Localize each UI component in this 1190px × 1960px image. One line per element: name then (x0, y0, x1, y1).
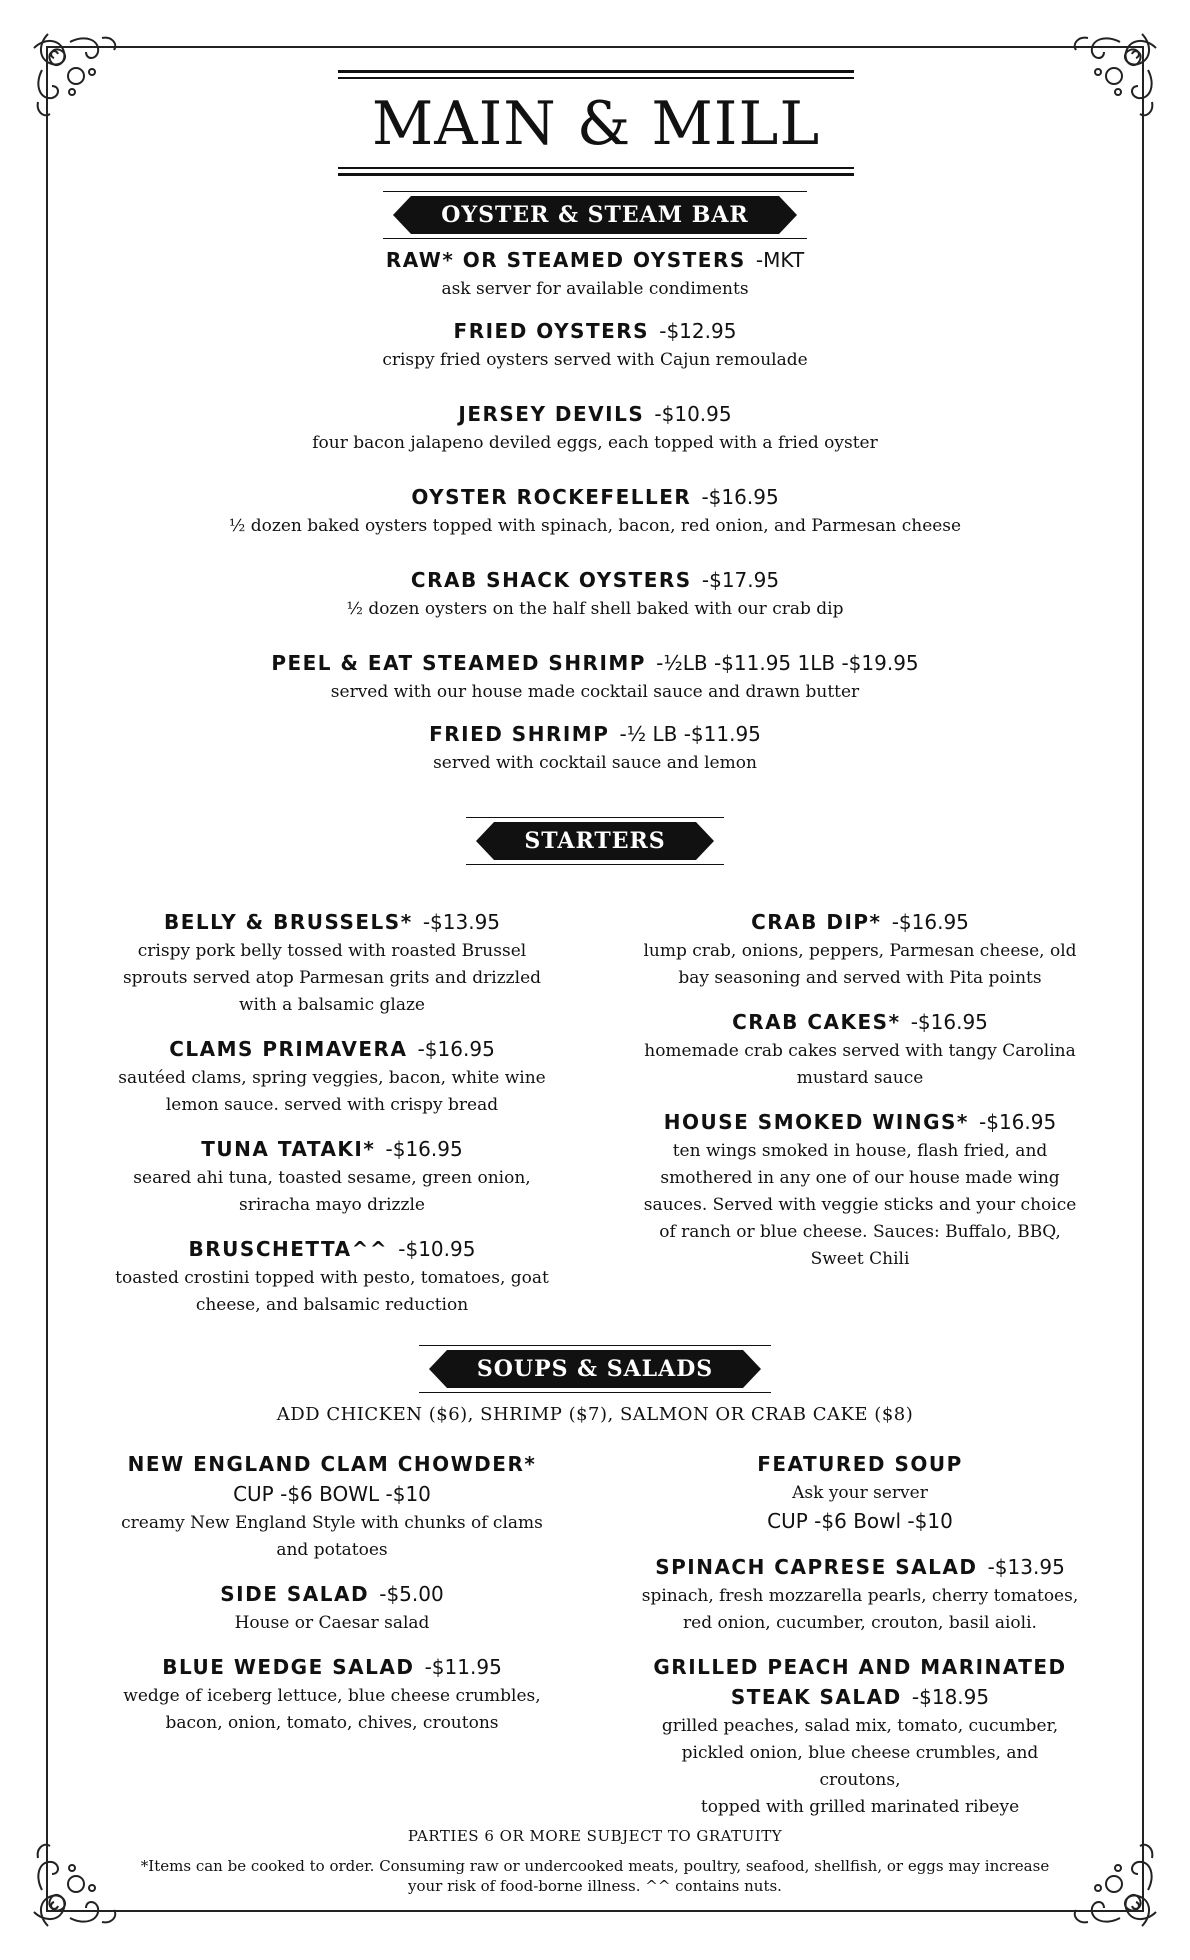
item-price: -$13.95 (422, 910, 501, 934)
soups-left-column (112, 1450, 552, 1753)
menu-item (640, 1553, 1080, 1637)
menu-item (0, 317, 1190, 374)
footer-disclaimer (0, 1856, 1190, 1896)
item-price: -$5.00 (379, 1582, 444, 1606)
menu-item (0, 566, 1190, 623)
restaurant-logo (338, 70, 854, 180)
item-sizes: CUP -$6 Bowl -$10 (767, 1509, 953, 1533)
restaurant-title: MAIN & MILL (371, 89, 821, 159)
menu-item (0, 400, 1190, 457)
item-price: -$12.95 (659, 319, 737, 343)
item-description: sauces. Served with veggie sticks and your choice (643, 1195, 1077, 1215)
item-price: -$16.95 (910, 1010, 988, 1034)
item-name: BRUSCHETTA^^ (188, 1237, 389, 1261)
menu-item (0, 483, 1190, 540)
menu-item (112, 1135, 552, 1219)
item-sizes: CUP -$6 BOWL -$10 (233, 1482, 431, 1506)
item-price: -$18.95 (911, 1685, 990, 1709)
menu-item (112, 1235, 552, 1319)
menu-item (640, 908, 1080, 992)
item-price: -$10.95 (398, 1237, 476, 1261)
item-description: mustard sauce (796, 1068, 924, 1088)
item-description: red onion, cucumber, crouton, basil aioli. (683, 1613, 1037, 1633)
item-name: CLAMS PRIMAVERA (169, 1037, 408, 1061)
item-price: -$17.95 (701, 568, 780, 592)
item-name: BLUE WEDGE SALAD (162, 1655, 415, 1679)
item-description: lump crab, onions, peppers, Parmesan cheese, old (643, 941, 1077, 961)
logo-rule (338, 70, 854, 73)
menu-item (112, 1580, 552, 1637)
item-description: ten wings smoked in house, flash fried, and (672, 1141, 1048, 1161)
item-description: sprouts served atop Parmesan grits and drizzled (122, 968, 542, 988)
item-name: CRAB SHACK OYSTERS (410, 568, 692, 592)
item-price: -$16.95 (385, 1137, 463, 1161)
menu-item (112, 1450, 552, 1564)
menu-item (0, 246, 1190, 303)
corner-flourish-top-left (30, 30, 140, 140)
section-banner-soups (0, 1350, 1190, 1388)
item-price: -$16.95 (979, 1110, 1057, 1134)
item-description: creamy New England Style with chunks of clams (121, 1513, 543, 1533)
item-price: -$16.95 (701, 485, 779, 509)
item-description: homemade crab cakes served with tangy Carolina (644, 1041, 1076, 1061)
item-description: smothered in any one of our house made wing (660, 1168, 1060, 1188)
item-name: JERSEY DEVILS (458, 402, 645, 426)
corner-flourish-top-right (1050, 30, 1160, 140)
item-name: FRIED OYSTERS (453, 319, 650, 343)
item-name: OYSTER ROCKEFELLER (411, 485, 692, 509)
starters-right-column (640, 908, 1080, 1289)
addon-note-row (0, 1404, 1190, 1425)
item-name: SPINACH CAPRESE SALAD (655, 1555, 978, 1579)
item-description: topped with grilled marinated ribeye (700, 1797, 1020, 1817)
item-price: -½ LB -$11.95 (619, 722, 761, 746)
disclaimer-line: *Items can be cooked to order. Consuming raw or undercooked meats, poultry, seafood, shellfish, or eggs may increase (140, 1857, 1050, 1875)
item-name: NEW ENGLAND CLAM CHOWDER* (127, 1452, 537, 1476)
item-name: STEAK SALAD (730, 1685, 902, 1709)
item-name: TUNA TATAKI* (201, 1137, 376, 1161)
footer-gratuity-row (0, 1826, 1190, 1845)
item-name: RAW* OR STEAMED OYSTERS (385, 248, 746, 272)
logo-rule (338, 167, 854, 169)
item-price: -MKT (755, 248, 805, 272)
item-description: bacon, onion, tomato, chives, croutons (165, 1713, 499, 1733)
menu-item (0, 720, 1190, 777)
item-description: sautéed clams, spring veggies, bacon, white wine (118, 1068, 546, 1088)
item-description: spinach, fresh mozzarella pearls, cherry tomatoes, (641, 1586, 1079, 1606)
logo-rule (338, 173, 854, 176)
item-price: -½LB -$11.95 1LB -$19.95 (656, 651, 919, 675)
item-price: -$11.95 (424, 1655, 502, 1679)
section-banner-oyster (0, 196, 1190, 234)
item-price: -$16.95 (891, 910, 969, 934)
item-description: Sweet Chili (810, 1249, 910, 1269)
section-heading: STARTERS (524, 828, 666, 854)
item-description: grilled peaches, salad mix, tomato, cucumber, (661, 1716, 1059, 1736)
menu-item (112, 908, 552, 1019)
soups-right-column (640, 1450, 1080, 1837)
addon-note: ADD CHICKEN ($6), SHRIMP ($7), SALMON OR CRAB CAKE ($8) (276, 1404, 914, 1425)
item-price: -$10.95 (654, 402, 732, 426)
item-description: served with our house made cocktail sauce and drawn butter (330, 682, 860, 702)
item-description: wedge of iceberg lettuce, blue cheese crumbles, (123, 1686, 541, 1706)
item-description: ask server for available condiments (441, 279, 749, 299)
item-description: and potatoes (276, 1540, 388, 1560)
disclaimer-line: your risk of food-borne illness. ^^ contains nuts. (408, 1877, 782, 1895)
starters-left-column (112, 908, 552, 1335)
item-description: sriracha mayo drizzle (239, 1195, 425, 1215)
item-name: FEATURED SOUP (757, 1452, 963, 1476)
oyster-item-list (0, 246, 1190, 777)
menu-item (640, 1108, 1080, 1273)
menu-item (640, 1450, 1080, 1537)
item-description: House or Caesar salad (234, 1613, 430, 1633)
menu-item (112, 1653, 552, 1737)
section-banner-starters (0, 822, 1190, 860)
item-name: CRAB DIP* (751, 910, 882, 934)
item-name: CRAB CAKES* (732, 1010, 901, 1034)
item-description: lemon sauce. served with crispy bread (165, 1095, 499, 1115)
section-heading: OYSTER & STEAM BAR (441, 202, 749, 228)
logo-rule (338, 77, 854, 79)
section-heading: SOUPS & SALADS (476, 1356, 714, 1382)
item-description: with a balsamic glaze (239, 995, 425, 1015)
item-description: crispy fried oysters served with Cajun remoulade (382, 350, 808, 370)
item-name: PEEL & EAT STEAMED SHRIMP (271, 651, 646, 675)
item-price: -$13.95 (987, 1555, 1065, 1579)
menu-item (112, 1035, 552, 1119)
item-description: seared ahi tuna, toasted sesame, green onion, (133, 1168, 531, 1188)
item-description: ½ dozen baked oysters topped with spinach, bacon, red onion, and Parmesan cheese (228, 516, 962, 536)
item-description: cheese, and balsamic reduction (195, 1295, 469, 1315)
menu-item (640, 1653, 1080, 1821)
item-description: pickled onion, blue cheese crumbles, and croutons, (681, 1743, 1039, 1790)
item-name: FRIED SHRIMP (429, 722, 610, 746)
item-description: four bacon jalapeno deviled eggs, each topped with a fried oyster (312, 433, 878, 453)
item-description: served with cocktail sauce and lemon (433, 753, 757, 773)
item-name: SIDE SALAD (220, 1582, 370, 1606)
menu-item (640, 1008, 1080, 1092)
item-name: BELLY & BRUSSELS* (163, 910, 413, 934)
menu-item (0, 649, 1190, 706)
item-description: of ranch or blue cheese. Sauces: Buffalo, BBQ, (659, 1222, 1061, 1242)
item-description: ½ dozen oysters on the half shell baked with our crab dip (346, 599, 844, 619)
gratuity-note: PARTIES 6 OR MORE SUBJECT TO GRATUITY (407, 1827, 783, 1845)
item-description: Ask your server (792, 1483, 928, 1503)
item-description: toasted crostini topped with pesto, tomatoes, goat (115, 1268, 549, 1288)
item-description: bay seasoning and served with Pita points (678, 968, 1042, 988)
item-name: GRILLED PEACH AND MARINATED (653, 1655, 1067, 1679)
item-description: crispy pork belly tossed with roasted Brussel (137, 941, 527, 961)
item-name: HOUSE SMOKED WINGS* (663, 1110, 969, 1134)
item-price: -$16.95 (417, 1037, 495, 1061)
